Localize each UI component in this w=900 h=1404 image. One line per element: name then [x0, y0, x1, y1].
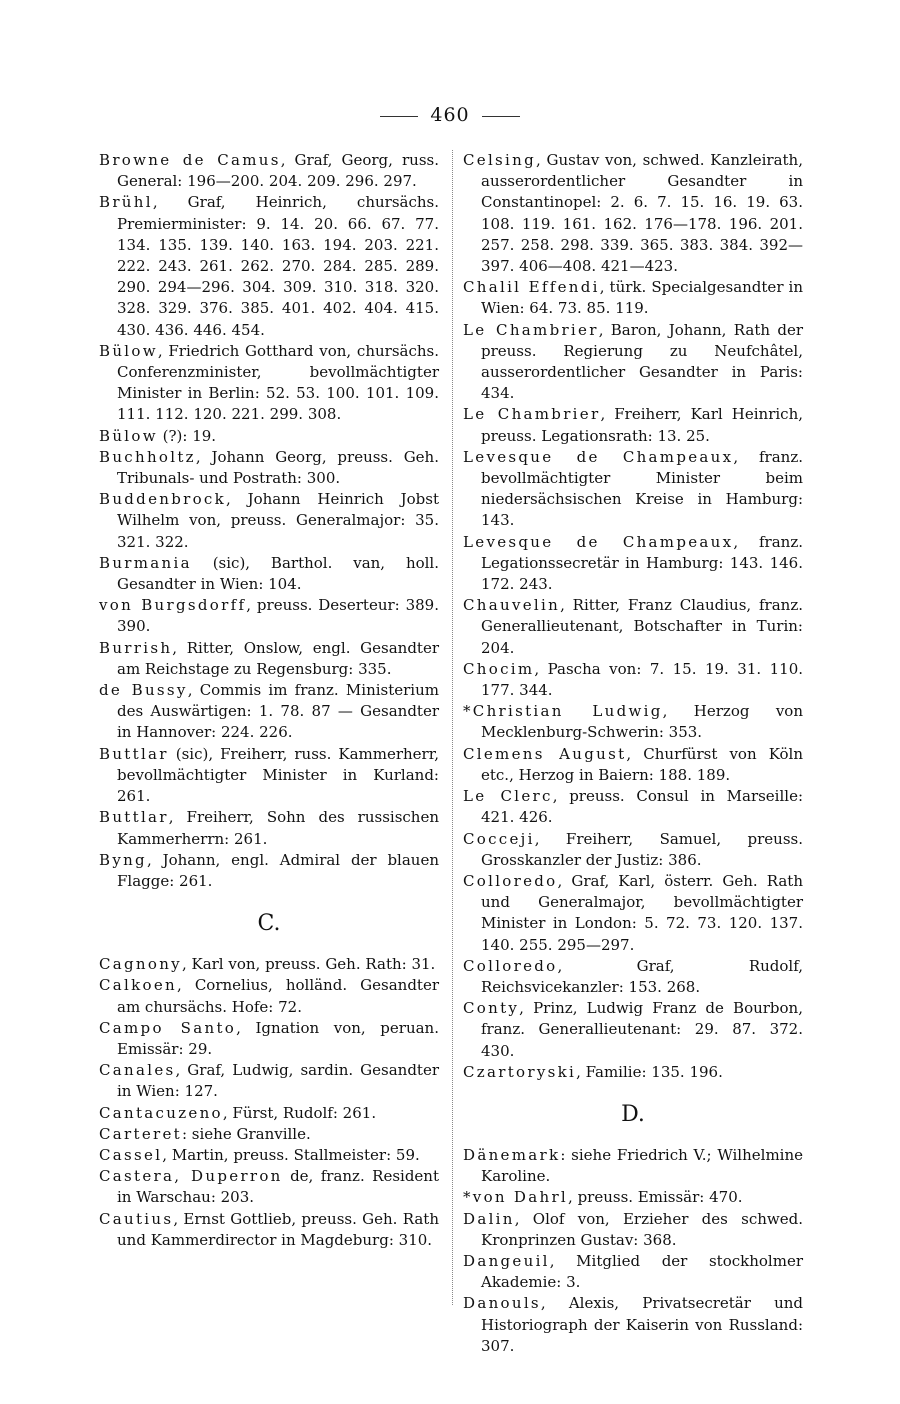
entry-text: , Ignation von, peruan. Emissär: 29. — [117, 1018, 439, 1058]
index-entry — [463, 659, 803, 701]
index-entry — [463, 532, 803, 596]
index-entry — [463, 1187, 803, 1208]
entry-name: Le Chambrier — [463, 405, 601, 424]
entry-text: , Alexis, Privatsecretär und Historiograph der Kaiserin von Russland: 307. — [481, 1294, 803, 1355]
entry-text: , preuss. Emissär: 470. — [568, 1188, 743, 1207]
index-entry — [463, 447, 803, 532]
index-entry — [99, 1145, 439, 1166]
entry-name: de Bussy — [99, 681, 188, 700]
entry-name: von Burgsdorff — [99, 596, 247, 615]
entry-name: Cautius — [99, 1209, 174, 1228]
entry-name: Danouls — [463, 1294, 541, 1313]
entry-text: , Graf, Heinrich, chursächs. Premierminister: 9. 14. 20. 66. 67. 77. 134. 135. 139. 140. 163. 194. 203. 221. 222. 243. 261. 262. 270. 284. 285. 289. 290. 294—296. 304. 309. 310. 318. 320. 328. 329. 376. 385. 401. 402. 404. 415. 430. 436. 446. 454. — [117, 193, 439, 339]
index-entry — [99, 744, 439, 808]
entry-text: , Olof von, Erzieher des schwed. Kronprinzen Gustav: 368. — [481, 1209, 803, 1249]
entry-text: : siehe Friedrich V.; Wilhelmine Karoline. — [481, 1145, 803, 1186]
entry-name: Burmania — [99, 553, 192, 572]
index-entry — [463, 1293, 803, 1357]
section-letter: D. — [621, 1101, 645, 1127]
index-entry — [99, 426, 439, 447]
entry-name: Chocim — [463, 659, 535, 678]
entry-text: (sic), Freiherr, russ. Kammerherr, bevollmächtigter Minister in Kurland: 261. — [117, 744, 439, 806]
entry-name: Levesque de Champeaux — [463, 447, 734, 466]
index-entry — [463, 320, 803, 405]
entry-text: , Martin, preuss. Stallmeister: 59. — [162, 1145, 420, 1164]
index-entry — [99, 1103, 439, 1124]
index-entry — [463, 998, 803, 1062]
index-entry — [463, 1209, 803, 1251]
entry-name: Carteret — [99, 1124, 182, 1143]
index-entry — [99, 975, 439, 1017]
entry-text: , Freiherr, Sohn des russischen Kammerherrn: 261. — [117, 808, 439, 848]
entry-name: Buchholtz — [99, 447, 196, 466]
entry-text: , Pascha von: 7. 15. 19. 31. 110. 177. 344. — [481, 659, 803, 700]
index-entry — [99, 680, 439, 744]
entry-text: , Johann Heinrich Jobst Wilhelm von, preuss. Generalmajor: 35. 321. 322. — [117, 490, 439, 551]
index-entry — [99, 850, 439, 892]
entry-name: Canales — [99, 1061, 176, 1080]
entry-name: Cagnony — [99, 955, 182, 974]
entry-text: , Karl von, preuss. Geh. Rath: 31. — [181, 955, 436, 974]
entry-name: Buddenbrock — [99, 490, 227, 509]
index-column-left — [99, 150, 439, 1251]
index-entry — [99, 638, 439, 680]
entry-text: , Fürst, Rudolf: 261. — [222, 1103, 377, 1122]
entry-text: , Johann Georg, preuss. Geh. Tribunals- und Postrath: 300. — [117, 447, 439, 488]
entry-text: , Graf, Rudolf, Reichsvicekanzler: 153. 268. — [481, 956, 803, 996]
entry-name: Colloredo — [463, 871, 558, 890]
entry-text: , türk. Specialgesandter in Wien: 64. 73. 85. 119. — [481, 278, 803, 318]
entry-name: Dangeuil — [463, 1251, 550, 1270]
index-entry — [463, 150, 803, 277]
entry-text: , Freiherr, Samuel, preuss. Grosskanzler der Justiz: 386. — [481, 829, 803, 869]
entry-name: Buttlar — [99, 808, 169, 827]
index-entry — [99, 595, 439, 637]
index-entry — [463, 744, 803, 786]
entry-text: , Friedrich Gotthard von, chursächs. Conferenzminister, bevollmächtigter Minister in Berlin: 52. 53. 100. 101. 109. 111. 112. 120. 221. 299. 308. — [117, 341, 439, 424]
index-entry — [99, 807, 439, 849]
index-entry — [463, 404, 803, 446]
entry-text: , Freiherr, Karl Heinrich, preuss. Legationsrath: 13. 25. — [481, 405, 803, 445]
index-entry — [463, 701, 803, 743]
index-entry — [99, 341, 439, 426]
entry-text: (?): 19. — [157, 426, 217, 445]
entry-name: Byng — [99, 850, 147, 869]
index-entry — [99, 1018, 439, 1060]
entry-name: Cocceji — [463, 829, 535, 848]
entry-text: , Familie: 135. 196. — [576, 1062, 723, 1081]
index-entry — [463, 1251, 803, 1293]
entry-name: Dänemark — [463, 1145, 561, 1164]
index-entry — [99, 489, 439, 553]
index-entry — [463, 1145, 803, 1187]
index-entry — [99, 954, 439, 975]
entry-text: , franz. Legationssecretär in Hamburg: 143. 146. 172. 243. — [481, 532, 803, 594]
index-column-right — [463, 150, 803, 1357]
index-entry — [463, 956, 803, 998]
page-number: 460 — [0, 104, 900, 126]
entry-text: , Graf, Georg, russ. General: 196—200. 204. 209. 296. 297. — [117, 151, 439, 191]
entry-name: *von Dahrl — [463, 1188, 569, 1207]
index-entry — [463, 277, 803, 319]
entry-text: , Graf, Ludwig, sardin. Gesandter in Wien: 127. — [117, 1061, 439, 1101]
index-entry — [463, 1062, 803, 1083]
index-entry — [99, 192, 439, 340]
index-entry — [99, 553, 439, 595]
entry-text: , Baron, Johann, Rath der preuss. Regierung zu Neufchâtel, ausserordentlicher Gesandter in Paris: 434. — [481, 320, 803, 403]
index-entry — [99, 1209, 439, 1251]
entry-text: , Churfürst von Köln etc., Herzog in Baiern: 188. 189. — [481, 744, 804, 784]
entry-text: , Ernst Gottlieb, preuss. Geh. Rath und Kammerdirector in Magdeburg: 310. — [117, 1209, 439, 1249]
entry-name: Le Clerc — [463, 787, 553, 806]
entry-name: Clemens August — [463, 744, 627, 763]
entry-name: Chalil Effendi — [463, 278, 600, 297]
entry-name: Cantacuzeno — [99, 1103, 223, 1122]
entry-name: Dalin — [463, 1209, 515, 1228]
index-entry — [463, 829, 803, 871]
entry-name: Chauvelin — [463, 596, 561, 615]
entry-name: Burrish — [99, 638, 173, 657]
section-letter: C. — [257, 911, 281, 937]
entry-text: , Ritter, Franz Claudius, franz. Generallieutenant, Botschafter in Turin: 204. — [481, 596, 803, 657]
entry-text: , Gustav von, schwed. Kanzleirath, ausserordentlicher Gesandter in Constantinopel: 2. 6. 7. 15. 16. 19. 63. 108. 119. 161. 162. 176—178. 196. 201. 257. 258. 298. 339. 365. 383. 384. 392—397. 406—408. 421—423. — [481, 151, 803, 276]
entry-name: Bülow — [99, 426, 158, 445]
entry-text: , Johann, engl. Admiral der blauen Flagge: 261. — [117, 850, 439, 890]
entry-text: , Graf, Karl, österr. Geh. Rath und Generalmajor, bevollmächtigter Minister in London: 5. 72. 73. 120. 137. 140. 255. 295—297. — [481, 871, 803, 954]
entry-text: (sic), Barthol. van, holl. Gesandter in Wien: 104. — [117, 553, 439, 594]
entry-name: Browne de Camus — [99, 151, 281, 169]
index-entry — [463, 595, 803, 659]
index-entry — [99, 1124, 439, 1145]
entry-text: , Herzog von Mecklenburg-Schwerin: 353. — [481, 702, 804, 742]
entry-name: Colloredo — [463, 956, 558, 975]
index-entry — [99, 150, 439, 192]
entry-text: , Ritter, Onslow, engl. Gesandter am Reichstage zu Regensburg: 335. — [117, 638, 439, 678]
entry-text: , preuss. Consul in Marseille: 421. 426. — [481, 787, 804, 827]
entry-text: , Prinz, Ludwig Franz de Bourbon, franz. Generallieutenant: 29. 87. 372. 430. — [481, 999, 803, 1060]
entry-name: Conty — [463, 999, 520, 1018]
entry-name: Buttlar — [99, 744, 169, 763]
index-entry — [99, 447, 439, 489]
entry-name: Cassel — [99, 1145, 163, 1164]
entry-name: Castera, Duperron — [99, 1167, 283, 1186]
entry-text: , preuss. Deserteur: 389. 390. — [117, 596, 439, 636]
entry-name: Bülow — [99, 341, 158, 360]
entry-name: Le Chambrier — [463, 320, 599, 339]
entry-text: , Commis im franz. Ministerium des Auswärtigen: 1. 78. 87 — Gesandter in Hannover: 224. 226. — [117, 681, 439, 742]
entry-name: Campo Santo — [99, 1018, 237, 1037]
index-entry — [99, 1060, 439, 1102]
entry-name: Czartoryski — [463, 1062, 577, 1081]
index-entry — [463, 786, 803, 828]
entry-text: , Cornelius, holländ. Gesandter am chursächs. Hofe: 72. — [117, 976, 439, 1016]
index-entry — [99, 1166, 439, 1208]
entry-text: de, franz. Resident in Warschau: 203. — [117, 1167, 439, 1207]
entry-text: , franz. bevollmächtigter Minister beim niedersächsischen Kreise in Hamburg: 143. — [481, 447, 803, 530]
entry-name: Calkoen — [99, 976, 177, 995]
column-divider — [452, 150, 453, 1305]
index-entry — [463, 871, 803, 956]
entry-text: : siehe Granville. — [181, 1124, 311, 1143]
entry-name: Brühl — [99, 193, 153, 212]
entry-name: Levesque de Champeaux — [463, 532, 734, 551]
entry-name: *Christian Ludwig — [463, 702, 663, 721]
entry-text: , Mitglied der stockholmer Akademie: 3. — [481, 1251, 803, 1292]
entry-name: Celsing — [463, 151, 537, 169]
